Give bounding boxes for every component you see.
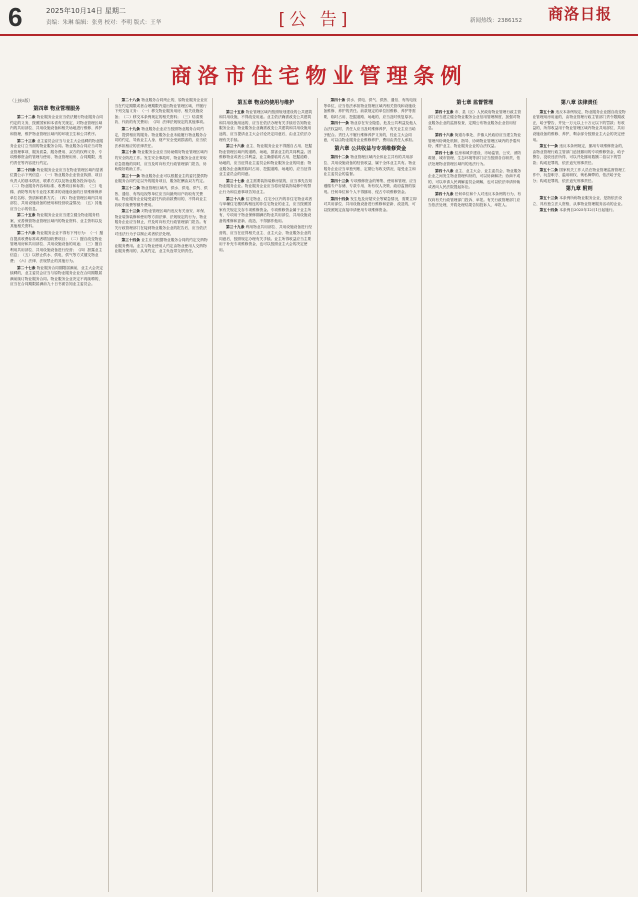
masthead (0, 0, 638, 36)
article-number: 第三十五条 (226, 109, 246, 114)
article-number: 第四十二条 (330, 155, 351, 160)
text-column (10, 98, 109, 892)
article-paragraph (10, 115, 104, 137)
article-text: 供水、供电、供气、供热、通信、有线电视等单位，应当依法承担物业管理区域内相关管线和设施设备维修、养护的责任。前款规定的单位因维修、养护等需要，临时占用、挖掘道路、场地的，应当及时恢复原状。 (323, 98, 417, 119)
article-paragraph (533, 196, 627, 207)
article-text: 物业存在安全隐患，危及公共利益及他人合法权益时，责任人应当及时维修养护，有关业主应当给予配合。责任人不履行维修养护义务的，经业主大会同意，可以由物业服务企业维修养护，费用由责任人承担。 (323, 121, 417, 143)
article-text: 市、县（区）人民政府物业管理行政主管部门应当建立健全物业服务企业信用管理制度，加强对物业服务企业的监督检查，定期公布物业服务企业信用信息。 (428, 109, 522, 131)
article-paragraph (533, 144, 627, 166)
article-text: 住宅物业、住宅小区内的非住宅物业或者与单幢住宅楼结构相连的非住宅物业的业主，应当按照国家有关规定交存专项维修资金。专项维修资金属于业主所有，专项用于物业保修期满后物业共用部位、共用设施设备的维修和更新、改造，不得挪作他用。 (219, 196, 313, 223)
article-text: 物业管理区域内全体业主共有的共用部位、共用设施设备的经营收益，属于全体业主共有。物业服务企业应当单独列账，定期公布收支情况，接受业主和业主委员会的监督。 (323, 155, 416, 177)
article-number: 第二十六条 (17, 231, 37, 236)
article-paragraph (10, 213, 104, 230)
article-number: 第三十三条 (121, 209, 142, 214)
text-column (428, 98, 527, 892)
article-number: 第三十七条 (226, 178, 246, 183)
article-paragraph (428, 151, 522, 168)
article-text: 对物业管理区域内违反有关治安、环保、物业装饰装修和使用等方面法律、法规规定的行为，物业服务企业应当制止，并及时向有关行政管理部门报告。有关行政管理部门在接到物业服务企业的报告后，应当依法对违法行为予以制止或者依法处理。 (114, 209, 208, 236)
article-text: 本条例自2025年12月1日起施行。 (559, 208, 617, 213)
article-text: 专项维修资金的筹集、使用和管理，应当遵循专户存储、专款专用、所有权人决策、政府监督的原则。任何单位和个人不得挪用、侵占专项维修资金。 (323, 178, 417, 194)
regulation-headline: 商洛市住宅物业管理条例 (170, 64, 468, 88)
article-columns (10, 98, 630, 892)
article-number: 第三十二条 (121, 185, 142, 190)
article-text: 业主、业主大会、业主委员会、物业服务企业之间发生物业管理纠纷的，可以协商解决；协商不成的，可以申请人民调解委员会调解，也可以依法申请仲裁或者向人民法院提起诉讼。 (428, 168, 522, 190)
article-number: 第四十三条 (330, 178, 351, 183)
article-number: 第五十条 (539, 109, 556, 114)
text-column (533, 98, 631, 892)
article-text: 物业服务企业不得有下列行为：（一）擅自提高收费标准或者增加收费项目；（二）擅自改变物业管理用房和共用部位、共用设施设备的用途；（三）擅自利用共用部位、共用设施设备进行经营；（四）泄露业主信息；（五）以停止供水、供电、供气等方式催交物业费；（六）法律、法规禁止的其他行为。 (10, 231, 104, 264)
article-text: 任何单位和个人对违反本条例的行为，有权向有关行政管理部门投诉、举报。有关行政管理部门应当依法处理，并将处理结果告知投诉人、举报人。 (428, 191, 522, 208)
article-number: 第四十条 (330, 98, 347, 102)
article-paragraph (219, 225, 313, 253)
article-paragraph (10, 266, 104, 288)
article-text: 本条例所称物业服务企业，是指依法设立、具有独立法人资格，从事物业管理服务活动的企业。 (532, 195, 625, 206)
article-number: 第二十八条 (121, 98, 142, 102)
article-paragraph (219, 144, 313, 178)
article-number: 第二十五条 (17, 213, 37, 218)
text-column (324, 98, 423, 892)
article-text: 物业管理区域内，供水、供电、供气、供热、通信、有线电视等单位应当向最终用户收取有关费用。物业服务企业接受委托代收前款费用的，不得向业主收取手续费等额外费用。 (114, 185, 208, 207)
article-paragraph (324, 121, 418, 143)
chapter-heading: 第六章 公共收益与专项维修资金 (334, 145, 407, 152)
section-title: [公 告] (278, 10, 352, 30)
article-text: 业主应当根据物业服务合同的约定交纳物业服务费用。业主与物业使用人约定由物业使用人交纳物业服务费用的，从其约定，业主负连带交纳责任。 (114, 238, 208, 254)
chapter-heading: 第五章 物业的使用与维护 (237, 100, 295, 106)
article-text: 物业服务企业应当依法履行物业服务合同约定的义务，按照国家和本省有关规定，对物业管理区域内的共用部位、共用设施设备和相关场地进行维修、养护和管理，维护物业管理区域内的环境卫生和公共秩序。 (10, 115, 104, 136)
article-number: 第三十条 (121, 150, 138, 155)
article-paragraph (10, 139, 104, 167)
article-paragraph (324, 197, 418, 214)
article-paragraph (115, 150, 209, 172)
text-column (219, 98, 318, 892)
editor-credits: 责编：朱琳 编辑：张勇 校对：李明 版式：王华 (46, 20, 162, 26)
article-text: 国家机关工作人员在物业管理监督管理工作中，玩忽职守、滥用职权、徇私舞弊的，依法给予处分；构成犯罪的，依法追究刑事责任。 (532, 167, 626, 183)
article-paragraph (533, 208, 627, 214)
article-paragraph (219, 197, 313, 225)
article-number: 第三十九条 (226, 225, 246, 230)
article-number: 第二十三条 (17, 138, 37, 143)
article-number: 第四十一条 (330, 121, 351, 126)
article-number: 第二十四条 (17, 167, 37, 172)
article-number: 第三十四条 (121, 238, 142, 243)
chapter-heading: 第七章 监督管理 (456, 100, 494, 106)
article-number: 第四十五条 (435, 109, 455, 114)
article-paragraph (428, 110, 522, 132)
article-number: 第五十三条 (539, 195, 560, 200)
article-text: 业主委员会应当与业主大会选聘的物业服务企业订立书面的物业服务合同。物业服务合同应当对物业管理事项、服务质量、服务费用、双方的权利义务、专项维修资金的管理与使用、物业管理用房、合同期限、违约责任等内容进行约定。 (10, 138, 104, 165)
article-number: 第二十二条 (17, 115, 37, 120)
article-number: 第四十四条 (330, 196, 351, 201)
article-text: 违反本条例规定，挪用专项维修资金的，由物业管理行政主管部门追回挪用的专项维修资金，给予警告，没收违法所得，可以并处挪用数额二倍以下的罚款；构成犯罪的，依法追究刑事责任。 (532, 144, 626, 165)
article-number: 第四十九条 (435, 191, 455, 196)
page-number: 6 (8, 2, 23, 32)
article-text: 物业服务企业应当建立健全物业服务档案，妥善保管物业管理区域内的物业资料、业主资料以及其他相关资料。 (10, 213, 103, 229)
article-paragraph (115, 238, 209, 255)
article-text: 物业服务合同终止的，原物业服务企业应当在约定期限或者合理期限内退出物业管理区域，并履行下列交接义务：（一）移交物业服务用房、相关设施设备；（二）移交本条例规定的相关资料；（三）结清预收、代收的有关费用；（四）法律法规规定的其他事项。 (114, 98, 208, 125)
text-column (115, 98, 214, 892)
article-text: 物业服务企业可以根据业主的委托提供物业服务合同约定以外的服务项目，服务报酬由双方约定。 (114, 173, 208, 184)
article-paragraph (115, 209, 209, 237)
article-paragraph (219, 179, 313, 196)
chapter-heading: 第九章 附则 (565, 186, 593, 193)
article-paragraph (428, 192, 522, 209)
issue-date: 2025年10月14日 星期二 (46, 7, 126, 15)
article-text: 发生危及房屋安全等紧急情况，需要立即对共用部位、共用设施设备进行维修和更新、改造的，可以按照规定直接申请使用专项维修资金。 (323, 196, 417, 212)
article-paragraph (10, 168, 104, 213)
continued-note: （上接5版） (10, 98, 33, 103)
article-paragraph (324, 155, 418, 177)
article-text: 物业服务企业应当按照物业服务合同约定，提供相应的服务。物业服务企业未能履行物业服务合同的约定，导致业主人身、财产安全受到损害的，应当依法承担相应的法律责任。 (114, 126, 207, 148)
article-paragraph (533, 110, 627, 144)
article-paragraph (428, 133, 522, 150)
article-number: 第二十九条 (121, 126, 142, 131)
article-paragraph (428, 169, 522, 191)
article-text: 违反本条例规定，物业服务企业擅自改变物业管理用房用途的，由物业管理行政主管部门责令限期改正，给予警告，并处一万元以上十万元以下的罚款；有收益的，所得收益用于物业管理区域内物业共用部位、共用设施设备的维修、养护，剩余部分按照业主大会的决定使用。 (532, 109, 626, 142)
article-paragraph (324, 98, 418, 120)
article-number: 第三十一条 (121, 173, 142, 178)
article-paragraph (10, 231, 104, 265)
article-number: 第五十一条 (539, 144, 560, 149)
article-paragraph (115, 174, 209, 185)
article-number: 第四十七条 (435, 150, 455, 155)
article-paragraph (324, 179, 418, 196)
article-number: 第三十八条 (226, 196, 246, 201)
article-text: 利用物业共用部位、共用设施设备进行经营的，应当在征得相关业主、业主大会、物业服务企业的同意后，按照规定办理有关手续。业主所得收益应当主要用于补充专项维修资金，也可以按照业主大会的决定使用。 (219, 225, 313, 252)
article-paragraph (115, 127, 209, 149)
article-text: 物业服务合同期限届满前，业主大会决定续聘的，业主委员会应当与原物业服务企业在合同期限届满前续订物业服务合同。物业服务企业决定不再续聘的，应当在合同期限届满前九十日书面告知业主委员会。 (10, 265, 104, 287)
article-text: 街道办事处、乡镇人民政府应当建立物业管理纠纷调处机制，指导、协调物业管理区域内的矛盾纠纷，维护业主、物业服务企业的合法权益。 (428, 132, 522, 149)
article-paragraph (115, 98, 209, 126)
article-text: 业主需要装饰装修房屋的，应当事先告知物业服务企业。物业服务企业应当将房屋装饰装修中的禁止行为和注意事项告知业主。 (219, 178, 313, 194)
article-paragraph (219, 110, 313, 144)
article-text: 物业管理区域内按照规划建设的公共建筑和共用设施，不得改变用途。业主依法确需改变公共建筑和共用设施用途的，应当在依法办理有关手续后告知物业服务企业；物业服务企业确需改变公共建筑和共用设施用途的，应当提请业主大会讨论决定同意后，由业主依法办理有关手续。 (219, 109, 313, 142)
chapter-heading: 第四章 物业管理服务 (33, 105, 81, 112)
article-number: 第四十八条 (435, 168, 455, 173)
article-paragraph (533, 168, 627, 185)
chapter-heading: 第八章 法律责任 (560, 100, 598, 106)
article-text: 物业服务企业应当协助做好物业管理区域内的安全防范工作。发生安全事故时，物业服务企业在采取应急措施的同时，应当及时向有关行政管理部门报告，协助做好救助工作。 (114, 150, 208, 172)
article-number: 第五十二条 (539, 167, 560, 172)
article-number: 第二十七条 (17, 265, 37, 270)
article-number: 第三十六条 (226, 144, 246, 149)
article-paragraph (115, 186, 209, 208)
newspaper-logo: 商洛日报 (548, 5, 613, 23)
article-number: 第四十六条 (435, 132, 455, 137)
article-text: 物业服务企业应当在物业管理区域内显著位置公示下列信息：（一）物业服务企业营业执照、项目负责人的基本情况、联系方式以及物业服务投诉电话；（二）物业服务内容和标准、收费项目和标准；（三）电梯、消防等具有专业技术要求的设施设备的日常维修保养单位名称、资质和联系方式；（四）物业管理区域内共用部位、共用设施设备的使用和经营收益情况；（五）其他应当公示的信息。 (10, 167, 104, 211)
article-text: 住房和城乡建设、市场监管、公安、消防救援、城市管理、生态环境等部门应当按照各自职责，依法处理物业管理区域内的违法行为。 (428, 150, 522, 166)
news-hotline: 新闻热线：2386152 (470, 18, 522, 24)
article-number: 第五十四条 (539, 208, 560, 213)
article-text: 业主、物业服务企业不得擅自占用、挖掘物业管理区域内的道路、场地，损害业主的共同利益。因维修物业或者公共利益，业主确需临时占用、挖掘道路、场地的，应当征得业主委员会和物业服务企业的同意；物业服务企业确需临时占用、挖掘道路、场地的，应当征得业主委员会的同意。 (219, 144, 313, 177)
